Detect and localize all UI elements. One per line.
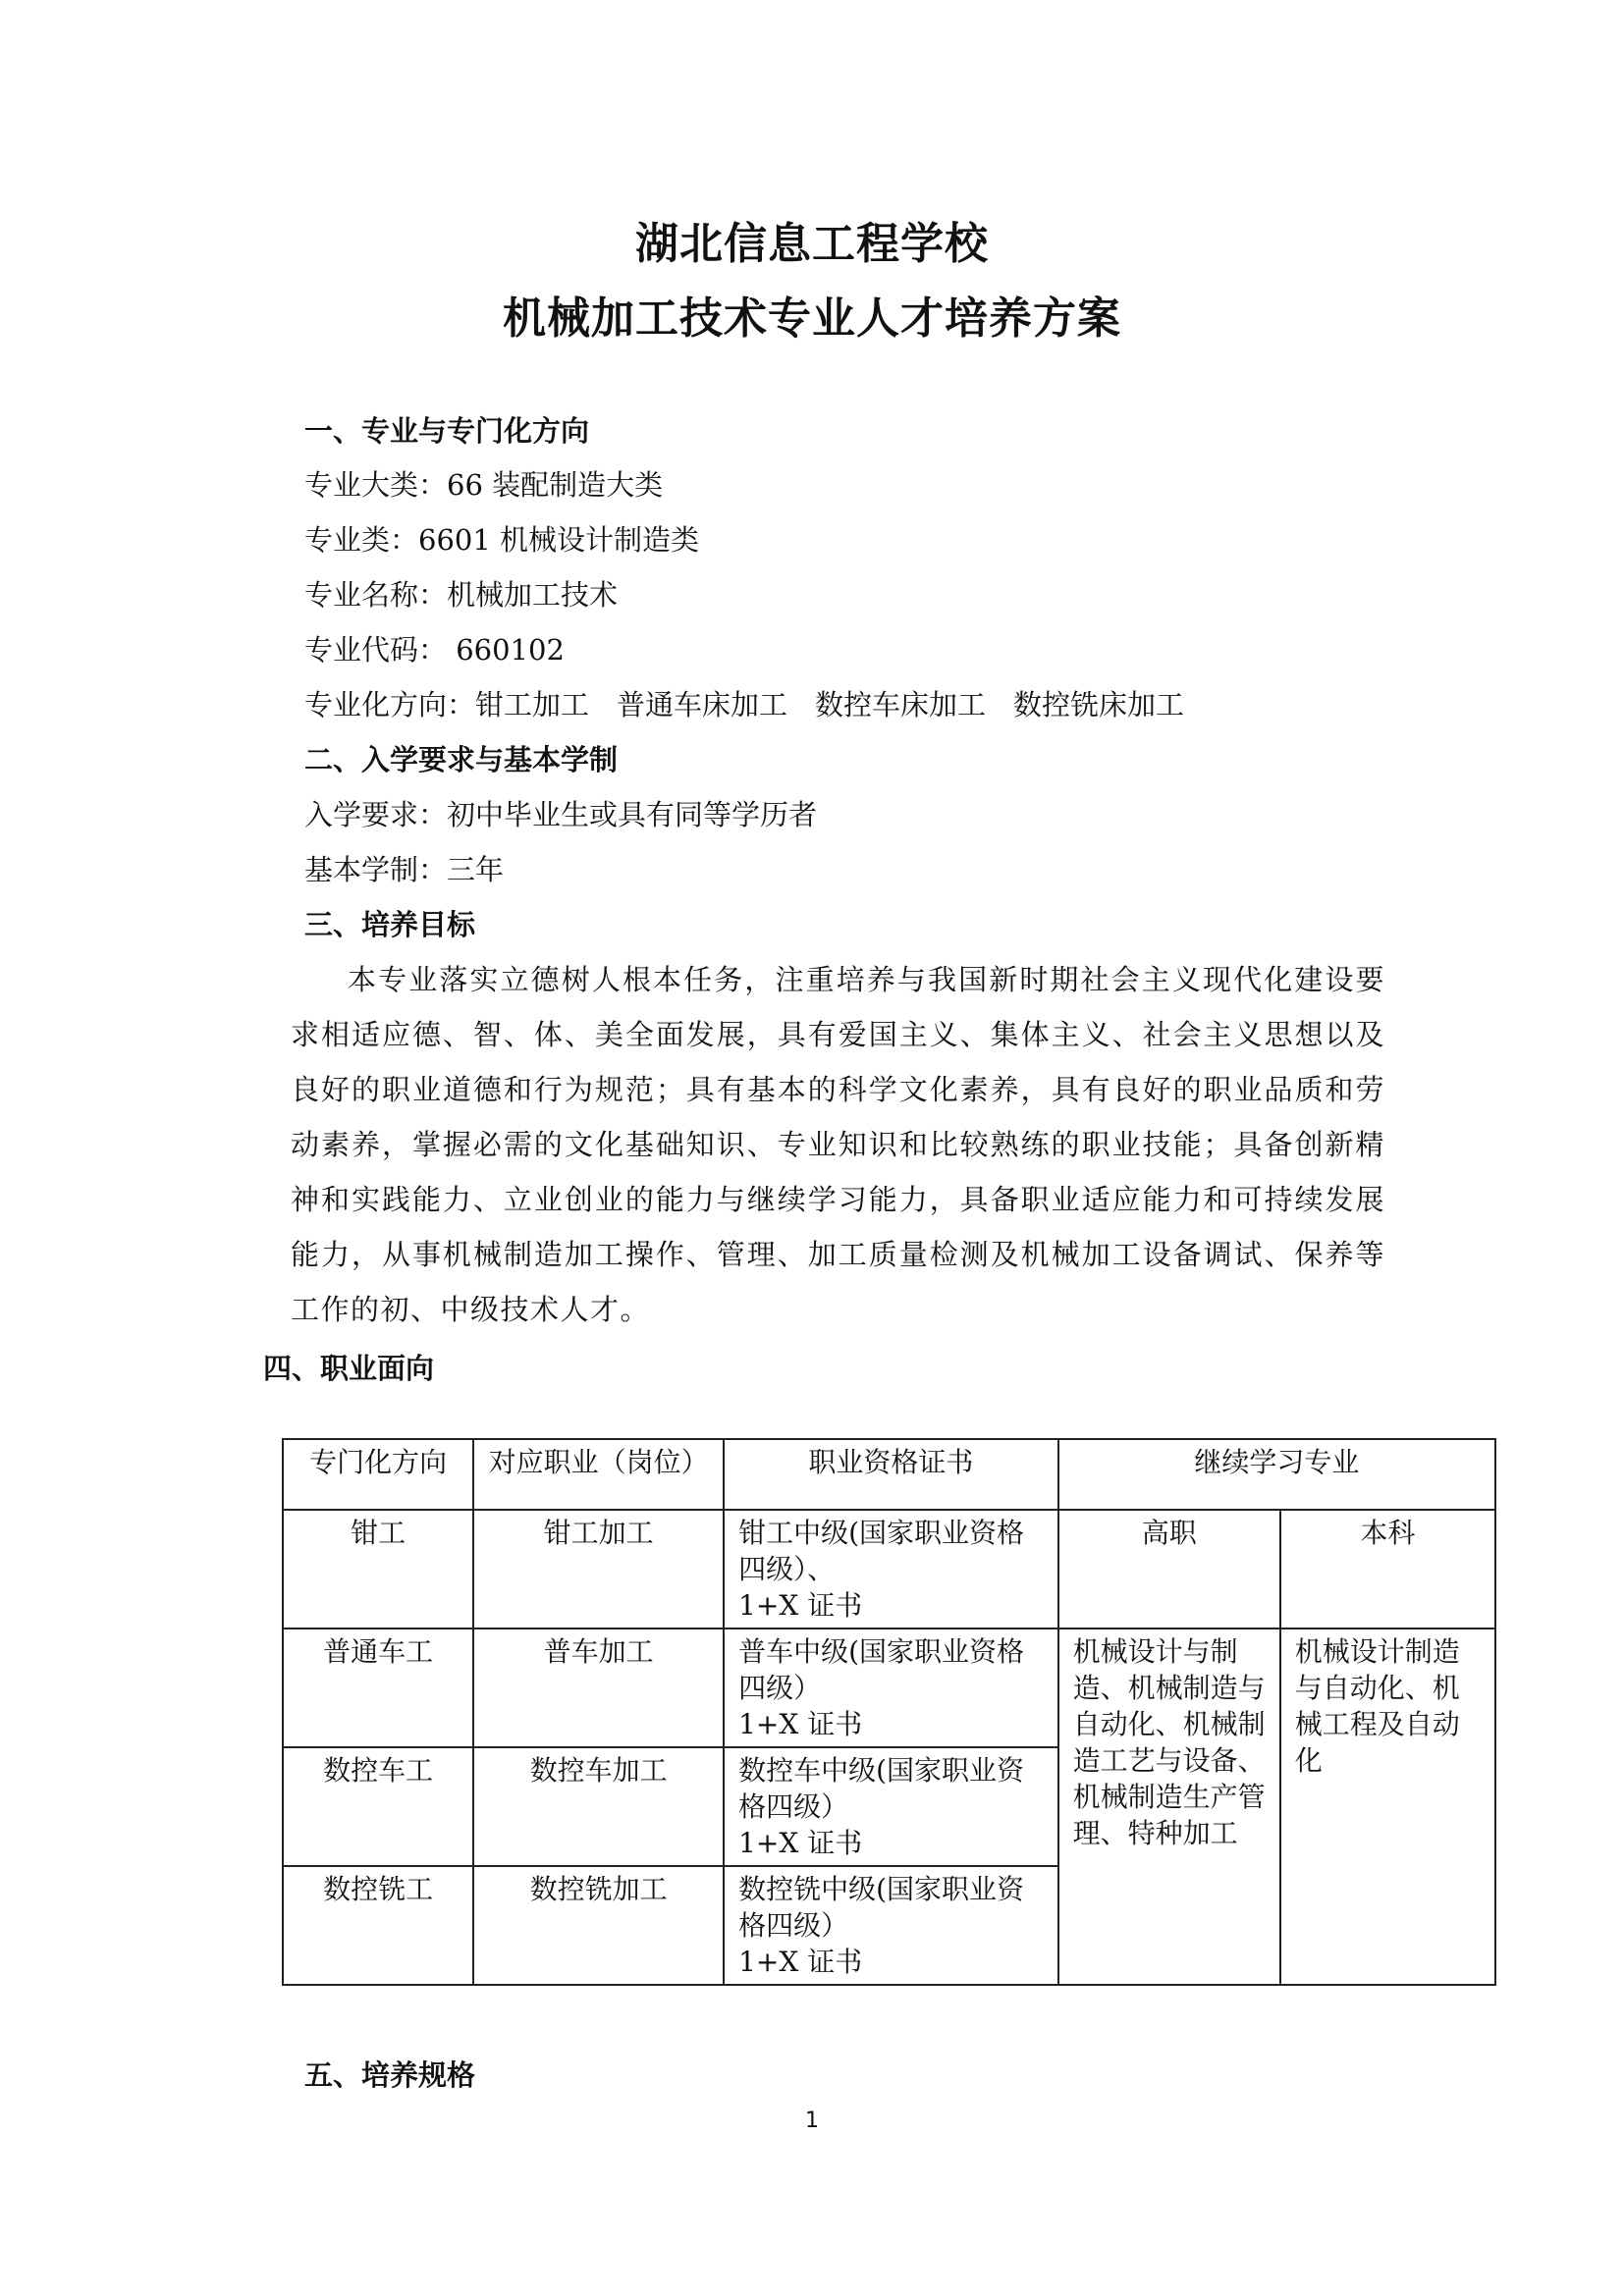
section4-heading: 四、职业面向 [263, 1352, 435, 1385]
major-code: 专业代码： 660102 [304, 633, 565, 667]
header-cert: 职业资格证书 [724, 1439, 1058, 1510]
section2-heading: 二、入学要求与基本学制 [304, 743, 619, 776]
row-direction: 数控铣工 [283, 1866, 473, 1985]
document-subtitle: 机械加工技术专业人才培养方案 [503, 294, 1121, 344]
undergraduate-majors: 机械设计制造与自动化、机械工程及自动化 [1280, 1629, 1495, 1985]
page-number: 1 [805, 2109, 819, 2133]
row-cert-extra: 1+X 证书 [738, 1827, 863, 1859]
direction-3: 数控车床加工 [815, 688, 987, 721]
row-job: 数控铣加工 [473, 1866, 724, 1985]
major-directions [304, 685, 1184, 724]
row-cert: 普车中级(国家职业资格四级） [738, 1635, 1025, 1704]
table-row [283, 1510, 1495, 1629]
major-category: 专业大类：66 装配制造大类 [304, 468, 664, 502]
table-header-row [283, 1439, 1495, 1510]
row-cert-extra: 1+X 证书 [738, 1708, 863, 1740]
subheader-undergraduate: 本科 [1280, 1510, 1495, 1629]
row-direction: 普通车工 [283, 1629, 473, 1747]
row-direction: 钳工 [283, 1510, 473, 1629]
major-name: 专业名称：机械加工技术 [304, 578, 619, 612]
section5-heading: 五、培养规格 [304, 2058, 476, 2092]
document-title: 湖北信息工程学校 [635, 219, 989, 269]
row-cert-cell [724, 1866, 1058, 1985]
table-row [283, 1629, 1495, 1747]
direction-1: 专业化方向：钳工加工 [304, 688, 590, 721]
major-class: 专业类：6601 机械设计制造类 [304, 523, 700, 557]
row-cert: 数控铣中级(国家职业资格四级） [738, 1873, 1025, 1942]
higher-vocational-majors: 机械设计与制造、机械制造与自动化、机械制造工艺与设备、机械制造生产管理、特种加工 [1058, 1629, 1280, 1985]
row-job: 钳工加工 [473, 1510, 724, 1629]
row-cert-extra: 1+X 证书 [738, 1589, 863, 1622]
direction-2: 普通车床加工 [617, 688, 788, 721]
row-cert-cell [724, 1747, 1058, 1866]
training-goal-paragraph: 本专业落实立德树人根本任务，注重培养与我国新时期社会主义现代化建设要求相适应德、智、体、美全面发展，具有爱国主义、集体主义、社会主义思想以及良好的职业道德和行为规范；具有基本的科学文化素养，具有良好的职业品质和劳动素养，掌握必需的文化基础知识、专业知识和比较熟练的职业技能；具备创新精神和实践能力、立业创业的能力与继续学习能力，具备职业适应能力和可持续发展能力，从事机械制造加工操作、管理、加工质量检测及机械加工设备调试、保养等工作的初、中级技术人才。 [291, 963, 1385, 1326]
row-job: 数控车加工 [473, 1747, 724, 1866]
direction-4: 数控铣床加工 [1013, 688, 1185, 721]
header-further-study: 继续学习专业 [1058, 1439, 1495, 1510]
study-duration: 基本学制：三年 [304, 853, 505, 886]
row-cert: 钳工中级(国家职业资格四级）、 [738, 1517, 1025, 1585]
admission-requirement: 入学要求：初中毕业生或具有同等学历者 [304, 798, 818, 831]
row-cert-cell [724, 1510, 1058, 1629]
row-cert-extra: 1+X 证书 [738, 1946, 863, 1978]
header-job: 对应职业（岗位） [473, 1439, 724, 1510]
row-job: 普车加工 [473, 1629, 724, 1747]
row-cert-cell [724, 1629, 1058, 1747]
row-cert: 数控车中级(国家职业资格四级） [738, 1754, 1025, 1823]
career-table [282, 1438, 1496, 1986]
header-direction: 专门化方向 [283, 1439, 473, 1510]
subheader-higher-vocational: 高职 [1058, 1510, 1280, 1629]
row-direction: 数控车工 [283, 1747, 473, 1866]
section1-heading: 一、专业与专门化方向 [304, 414, 590, 448]
section3-heading: 三、培养目标 [304, 908, 476, 941]
